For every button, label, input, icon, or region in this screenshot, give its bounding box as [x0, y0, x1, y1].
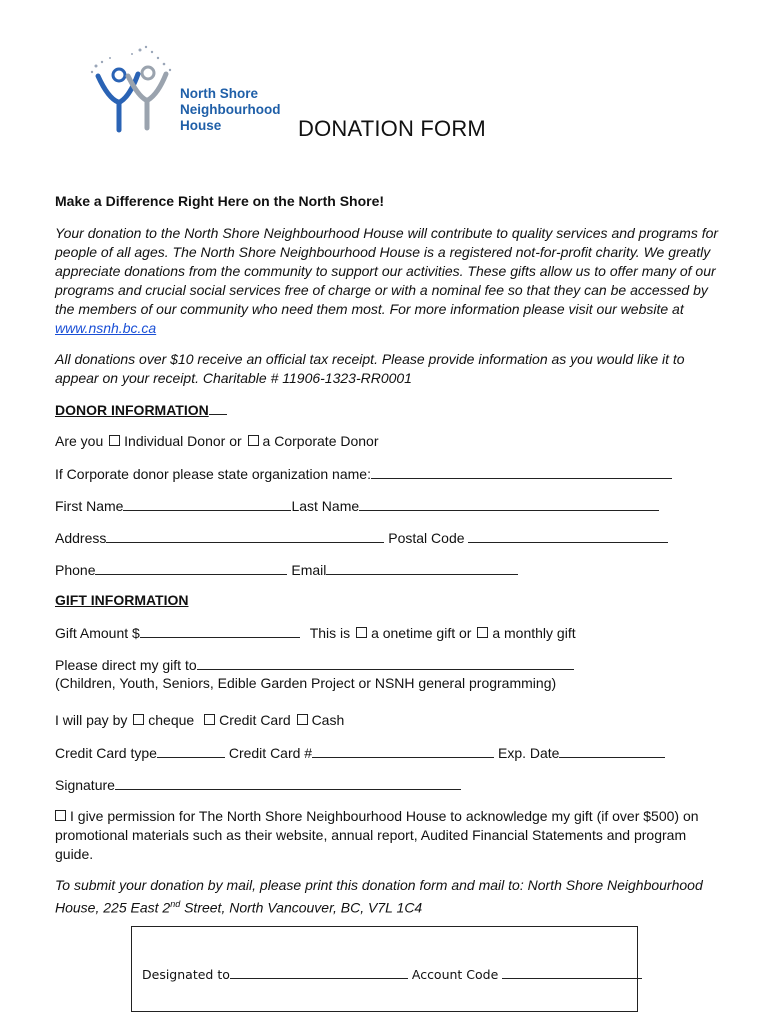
address-field[interactable]: [106, 529, 384, 543]
permission-checkbox[interactable]: [55, 810, 66, 821]
direct-gift-row: [55, 656, 574, 673]
credit-card-label: Credit Card: [219, 712, 291, 728]
signature-field[interactable]: [115, 776, 461, 790]
name-row: [55, 497, 659, 514]
permission-text: I give permission for The North Shore Neighbourhood House to acknowledge my gift (if over $500) on promotional materials such as their website, annual report, Audited Financial Statements and program guide.: [55, 808, 699, 862]
address-row: [55, 529, 668, 546]
onetime-gift-checkbox[interactable]: [356, 627, 367, 638]
gift-section-title: GIFT INFORMATION: [55, 592, 189, 608]
direct-gift-options: (Children, Youth, Seniors, Edible Garden Project or NSNH general programming): [55, 675, 557, 691]
logo-line-2: Neighbourhood: [180, 102, 281, 117]
first-name-field[interactable]: [123, 497, 291, 511]
email-field[interactable]: [326, 561, 518, 575]
mail-instructions: [55, 876, 725, 918]
exp-date-label: Exp. Date: [497, 745, 560, 761]
address-label: Address: [55, 530, 107, 546]
direct-gift-field[interactable]: [197, 656, 574, 670]
donor-section-label: DONOR INFORMATION: [55, 402, 209, 418]
last-name-field[interactable]: [359, 497, 659, 511]
donor-title-underline: [209, 401, 227, 415]
this-is-label: This is: [309, 625, 351, 641]
postal-code-label: Postal Code: [388, 530, 465, 546]
pay-by-label: I will pay by: [55, 712, 128, 728]
individual-donor-label: Individual Donor or: [124, 433, 242, 449]
page-title: DONATION FORM: [298, 116, 486, 141]
exp-date-field[interactable]: [559, 744, 665, 758]
corporate-donor-label: a Corporate Donor: [262, 433, 379, 449]
cheque-label: cheque: [148, 712, 195, 728]
direct-gift-label: Please direct my gift to: [55, 657, 197, 673]
gift-amount-field[interactable]: [140, 624, 300, 638]
donor-section-title: [55, 401, 227, 418]
permission-row: [55, 807, 725, 864]
phone-field[interactable]: [95, 561, 287, 575]
individual-donor-checkbox[interactable]: [109, 435, 120, 446]
office-use-row: [142, 965, 642, 982]
monthly-gift-label: a monthly gift: [492, 625, 576, 641]
donor-type-row: [55, 433, 379, 449]
logo-org-name: [180, 86, 280, 134]
gift-amount-row: [55, 624, 576, 641]
account-code-label: Account Code: [411, 967, 499, 982]
last-name-label: Last Name: [291, 498, 360, 514]
corporate-donor-checkbox[interactable]: [248, 435, 259, 446]
intro-body: Your donation to the North Shore Neighbourhood House will contribute to quality services and programs for people of all ages. The North Shore Neighbourhood House is a registered not-for-profit charity. We greatly appreciate donations from the community to support our activities. These gifts allow us to offer many of our programs and crucial social services free of charge or with a nominal fee so that they can be accessed by the members of our community who need them most. For more information please visit our website at: [55, 225, 719, 317]
mail-sup: nd: [170, 899, 181, 909]
org-name-label: If Corporate donor please state organization name:: [55, 466, 371, 482]
phone-email-row: [55, 561, 518, 578]
cash-checkbox[interactable]: [297, 714, 308, 725]
email-label: Email: [291, 562, 327, 578]
logo-line-1: North Shore: [180, 86, 259, 101]
designated-to-label: Designated to: [142, 967, 230, 982]
gift-amount-label: Gift Amount $: [55, 625, 140, 641]
are-you-label: Are you: [55, 433, 104, 449]
first-name-label: First Name: [55, 498, 124, 514]
mail-text-before: To submit your donation by mail, please print this donation form and mail to: North Shore Neighbourhood House, 225 East 2: [55, 877, 703, 916]
intro-heading: Make a Difference Right Here on the North Shore!: [55, 193, 385, 209]
cc-number-label: Credit Card #: [228, 745, 313, 761]
website-link[interactable]: www.nsnh.bc.ca: [55, 320, 157, 336]
account-code-field[interactable]: [502, 965, 642, 979]
cc-number-field[interactable]: [312, 744, 494, 758]
cheque-checkbox[interactable]: [133, 714, 144, 725]
payment-method-row: [55, 712, 344, 728]
phone-label: Phone: [55, 562, 96, 578]
signature-row: [55, 776, 461, 793]
postal-code-field[interactable]: [468, 529, 668, 543]
credit-card-row: [55, 744, 665, 761]
credit-card-checkbox[interactable]: [204, 714, 215, 725]
logo-line-3: House: [180, 118, 222, 133]
onetime-gift-label: a onetime gift or: [371, 625, 472, 641]
cc-type-field[interactable]: [157, 744, 225, 758]
signature-label: Signature: [55, 777, 115, 793]
org-name-field[interactable]: [371, 465, 672, 479]
mail-text-after: Street, North Vancouver, BC, V7L 1C4: [180, 899, 423, 916]
monthly-gift-checkbox[interactable]: [477, 627, 488, 638]
intro-paragraph: [55, 224, 725, 338]
designated-to-field[interactable]: [230, 965, 408, 979]
cash-label: Cash: [311, 712, 345, 728]
tax-note: All donations over $10 receive an official tax receipt. Please provide information as you would like it to appear on your receipt. Charitable # 11906-1323-RR0001: [55, 351, 685, 386]
org-name-row: [55, 465, 672, 482]
cc-type-label: Credit Card type: [55, 745, 157, 761]
